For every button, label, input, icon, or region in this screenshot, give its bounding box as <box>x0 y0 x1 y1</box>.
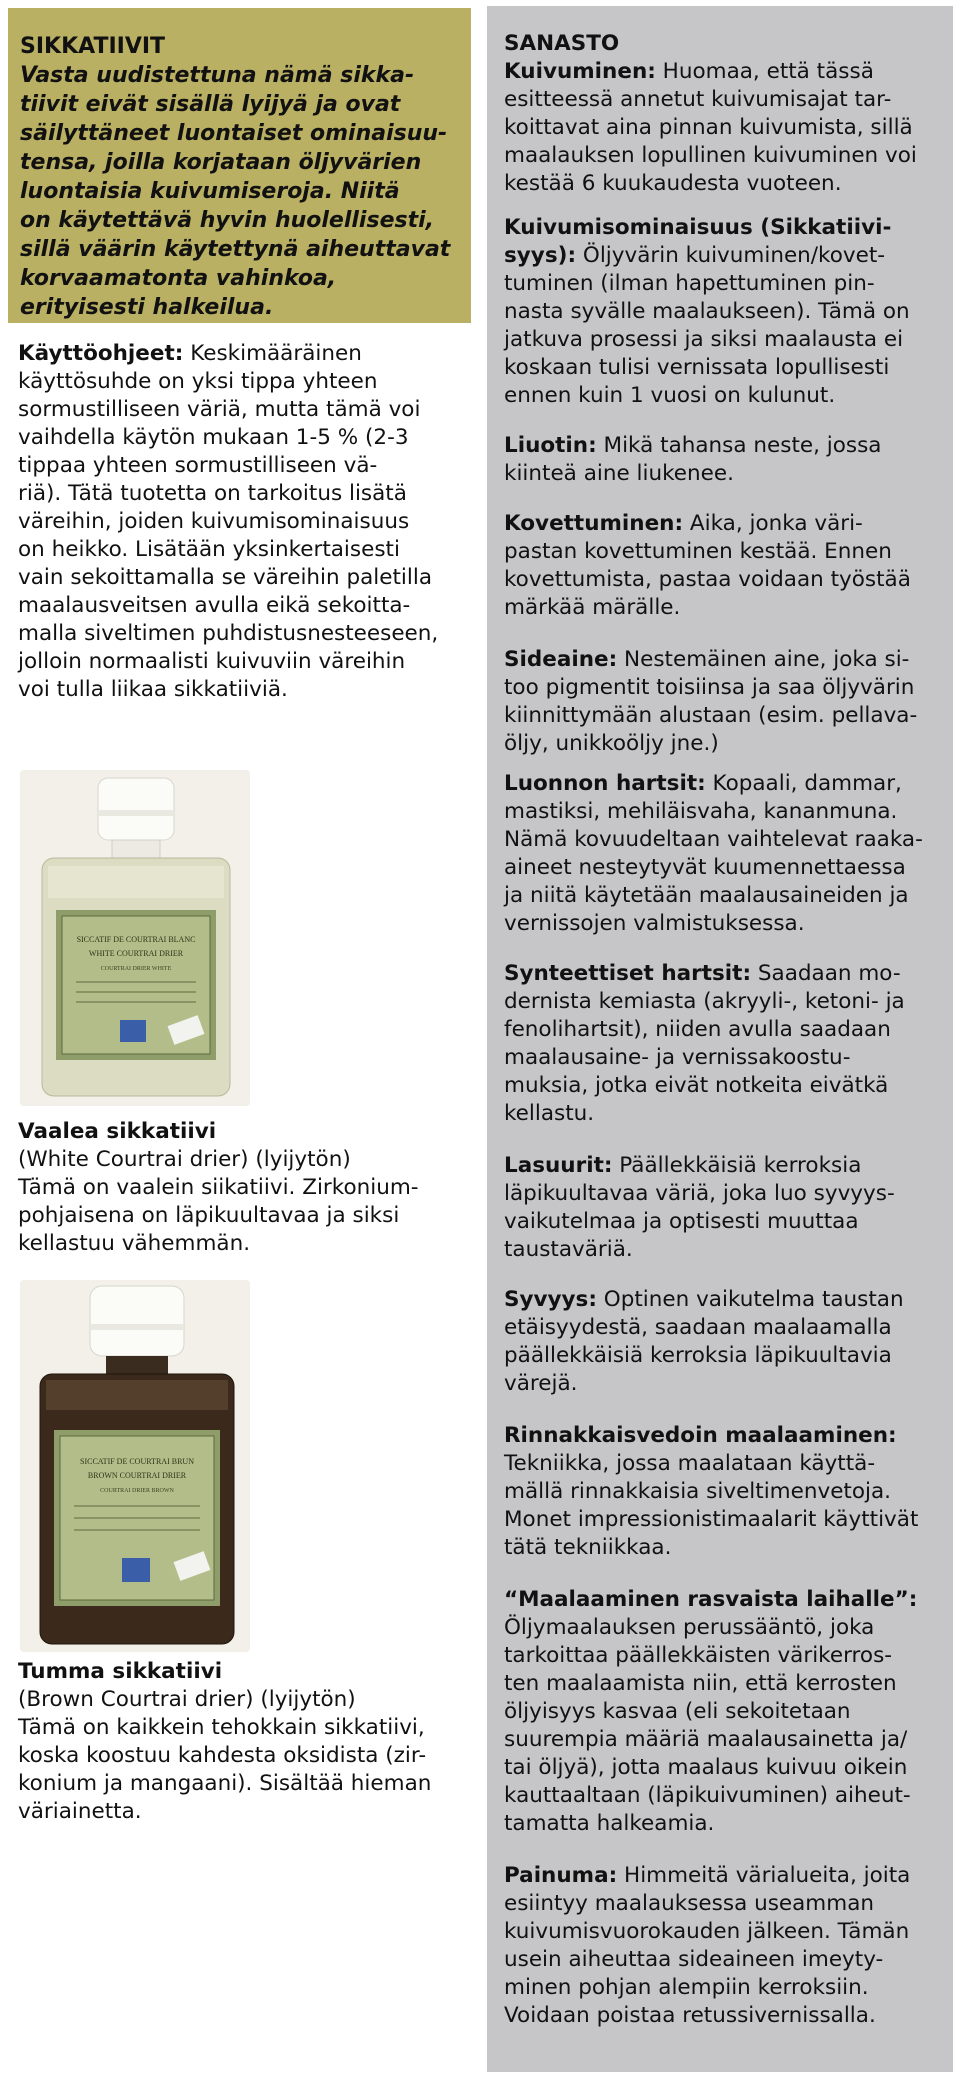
glossary-entry <box>504 1422 943 1562</box>
glossary-definition-line: tätä tekniikkaa. <box>504 1535 672 1560</box>
glossary-entry <box>504 646 943 758</box>
brown-drier-caption <box>18 1658 468 1826</box>
brown-drier-bottle-image <box>20 1280 250 1652</box>
glossary-entry-first-line <box>504 646 943 674</box>
brown-drier-line: väriainetta. <box>18 1799 142 1824</box>
glossary-term: Luonnon hartsit: <box>504 771 706 796</box>
usage-line: on heikko. Lisätään yksinkertaisesti <box>18 537 400 562</box>
usage-line: käyttösuhde on yksi tippa yhteen <box>18 369 378 394</box>
glossary-entry <box>504 58 943 198</box>
glossary-definition-line: tuminen (ilman hapettuminen pin- <box>504 271 875 296</box>
usage-line: malla siveltimen puhdistusnesteeseen, <box>18 621 439 646</box>
brown-drier-line: koska koostuu kahdesta oksidista (zir- <box>18 1743 427 1768</box>
glossary-term: Liuotin: <box>504 433 597 458</box>
glossary-definition-line: värejä. <box>504 1371 578 1396</box>
glossary-definition-line: nasta syvälle maalaukseen). Tämä on <box>504 299 910 324</box>
warning-line: Vasta uudistettuna nämä sikka- <box>20 63 415 88</box>
warning-line: on käytettävä hyvin huolellisesti, <box>20 208 434 233</box>
glossary-entry <box>504 510 943 622</box>
glossary-definition-start: Öljyvärin kuivuminen/kovet- <box>576 243 886 268</box>
glossary-definition-line: ennen kuin 1 vuosi on kulunut. <box>504 383 836 408</box>
glossary-entry-first-line <box>504 510 943 538</box>
glossary-definition-line: öljy, unikkoöljy jne.) <box>504 731 719 756</box>
usage-line: maalausveitsen avulla eikä sekoitta- <box>18 593 411 618</box>
glossary-definition-line: fenolihartsit), niiden avulla saadaan <box>504 1017 891 1042</box>
glossary-definition-line: öljyisyys kasvaa (eli sekoitetaan <box>504 1699 851 1724</box>
glossary-definition-line: kauttaaltaan (läpikuivuminen) aiheut- <box>504 1783 911 1808</box>
glossary-definition-line: Voidaan poistaa retussivernissalla. <box>504 2003 876 2028</box>
usage-section <box>18 340 468 704</box>
usage-line: tippaa yhteen sormustilliseen vä- <box>18 453 378 478</box>
glossary-term: Rinnakkaisvedoin maalaaminen: <box>504 1423 897 1448</box>
glossary-entry-first-line <box>504 1286 943 1314</box>
glossary-definition-line: kiinteä aine liukenee. <box>504 461 734 486</box>
glossary-term: Synteettiset hartsit: <box>504 961 752 986</box>
brown-label-line: COURTRAI DRIER BROWN <box>100 1488 174 1494</box>
usage-line: vain sekoittamalla se väreihin paletilla <box>18 565 433 590</box>
glossary-term: Sideaine: <box>504 647 618 672</box>
glossary-definition-line: tarkoittaa päällekkäisten värikerros- <box>504 1643 893 1668</box>
usage-line: väreihin, joiden kuivumisominaisuus <box>18 509 410 534</box>
usage-line: voi tulla liikaa sikkatiiviä. <box>18 677 288 702</box>
glossary-definition-line: Tekniikka, jossa maalataan käyttä- <box>504 1451 876 1476</box>
glossary-definition-line: Nämä kovuudeltaan vaihtelevat raaka- <box>504 827 923 852</box>
white-label-line: COURTRAI DRIER WHITE <box>100 966 172 972</box>
glossary-panel <box>487 6 953 2072</box>
glossary-entry-first-line <box>504 1586 943 1614</box>
glossary-term: “Maalaaminen rasvaista laihalle”: <box>504 1587 918 1612</box>
glossary-definition-start: Optinen vaikutelma taustan <box>596 1287 904 1312</box>
white-label-line: WHITE COURTRAI DRIER <box>88 949 184 958</box>
glossary-definition-start: Himmeitä värialueita, joita <box>617 1863 911 1888</box>
glossary-entry <box>504 1152 943 1264</box>
usage-line: jolloin normaalisti kuivuviin väreihin <box>18 649 406 674</box>
glossary-entries <box>504 58 943 2030</box>
glossary-definition-line: Monet impressionistimaalarit käyttivät <box>504 1507 919 1532</box>
usage-line: vaihdella käytön mukaan 1-5 % (2-3 <box>18 425 409 450</box>
brown-drier-title: Tumma sikkatiivi <box>18 1659 223 1684</box>
warning-line: korvaamatonta vahinkoa, <box>20 266 337 291</box>
brown-drier-line: konium ja mangaani). Sisältää hieman <box>18 1771 432 1796</box>
white-drier-bottle-image <box>20 770 250 1106</box>
glossary-definition-line: esiintyy maalauksessa useamman <box>504 1891 874 1916</box>
glossary-definition-line: kovettumista, pastaa voidaan työstää <box>504 567 911 592</box>
glossary-definition-line: maalausaine- ja vernissakoostu- <box>504 1045 851 1070</box>
white-label-line: SICCATIF DE COURTRAI BLANC <box>76 935 196 944</box>
usage-line: sormustilliseen väriä, mutta tämä voi <box>18 397 421 422</box>
glossary-entry <box>504 960 943 1128</box>
glossary-entry-first-line <box>504 432 943 460</box>
glossary-definition-start: Saadaan mo- <box>751 961 901 986</box>
glossary-term: Kuivuminen: <box>504 59 656 84</box>
glossary-definition-line: kestää 6 kuukaudesta vuoteen. <box>504 171 842 196</box>
usage-line: riä). Tätä tuotetta on tarkoitus lisätä <box>18 481 407 506</box>
glossary-entry-second-line <box>504 242 943 270</box>
usage-first-line <box>18 340 468 368</box>
glossary-entry-first-line <box>504 214 943 242</box>
white-drier-line: Tämä on vaalein siikatiivi. Zirkonium- <box>18 1175 419 1200</box>
glossary-definition-line: too pigmentit toisiinsa ja saa öljyvärin <box>504 675 915 700</box>
glossary-definition-line: märkää märälle. <box>504 595 681 620</box>
white-drier-line: pohjaisena on läpikuultavaa ja siksi <box>18 1203 400 1228</box>
glossary-definition-line: mastiksi, mehiläisvaha, kananmuna. <box>504 799 898 824</box>
glossary-entry-first-line <box>504 770 943 798</box>
glossary-definition-line: ten maalaamista niin, että kerrosten <box>504 1671 897 1696</box>
glossary-definition-line: ja niitä käytetään maalausaineiden ja <box>504 883 909 908</box>
glossary-definition-line: taustaväriä. <box>504 1237 633 1262</box>
glossary-definition-start: Mikä tahansa neste, jossa <box>596 433 882 458</box>
glossary-entry-first-line <box>504 58 943 86</box>
warning-line: tensa, joilla korjataan öljyvärien <box>20 150 422 175</box>
glossary-entry-first-line <box>504 1152 943 1180</box>
glossary-term: Syvyys: <box>504 1287 597 1312</box>
glossary-entry <box>504 1586 943 1838</box>
glossary-definition-line: maalauksen lopullinen kuivuminen voi <box>504 143 917 168</box>
glossary-entry <box>504 432 943 488</box>
glossary-definition-line: kiinnittymään alustaan (esim. pellava- <box>504 703 918 728</box>
glossary-title: SANASTO <box>504 31 620 56</box>
glossary-entry <box>504 1862 943 2030</box>
warning-box <box>8 8 471 323</box>
glossary-term: Lasuurit: <box>504 1153 613 1178</box>
white-drier-title: Vaalea sikkatiivi <box>18 1119 217 1144</box>
brown-label-line: BROWN COURTRAI DRIER <box>87 1471 187 1480</box>
glossary-definition-line: kuivumisvuorokauden jälkeen. Tämän <box>504 1919 910 1944</box>
glossary-definition-line: Öljymaalauksen perussääntö, joka <box>504 1615 875 1640</box>
glossary-definition-line: dernista kemiasta (akryyli-, ketoni- ja <box>504 989 905 1014</box>
glossary-definition-line: koskaan tulisi vernissata lopullisesti <box>504 355 890 380</box>
usage-term: Käyttöohjeet: <box>18 341 184 366</box>
white-drier-bottle-illustration <box>20 770 250 1106</box>
glossary-definition-start: Aika, jonka väri- <box>683 511 863 536</box>
glossary-definition-line: mällä rinnakkaisia siveltimenvetoja. <box>504 1479 891 1504</box>
glossary-definition-line: aineet nesteytyvät kuumennettaessa <box>504 855 906 880</box>
glossary-definition-line: suurempia määriä maalausainetta ja/ <box>504 1727 908 1752</box>
glossary-entry-first-line <box>504 1422 943 1450</box>
white-drier-caption <box>18 1118 468 1258</box>
glossary-entry <box>504 770 943 938</box>
glossary-term: Painuma: <box>504 1863 618 1888</box>
glossary-definition-line: minen pohjan alempiin kerroksiin. <box>504 1975 869 2000</box>
brown-drier-bottle-illustration <box>20 1280 250 1652</box>
brown-label-line: SICCATIF DE COURTRAI BRUN <box>80 1457 194 1466</box>
glossary-definition-line: esitteessä annetut kuivumisajat tar- <box>504 87 892 112</box>
glossary-definition-line: vernissojen valmistuksessa. <box>504 911 805 936</box>
warning-line: säilyttäneet luontaiset ominaisuu- <box>20 121 448 146</box>
glossary-definition-line: pastan kovettuminen kestää. Ennen <box>504 539 892 564</box>
glossary-definition-start: Huomaa, että tässä <box>655 59 874 84</box>
warning-title: SIKKATIIVIT <box>20 34 166 59</box>
glossary-definition-line: vaikutelmaa ja optisesti muuttaa <box>504 1209 859 1234</box>
glossary-definition-line: päällekkäisiä kerroksia läpikuultavia <box>504 1343 892 1368</box>
glossary-definition-line: tai öljyä), jotta maalaus kuivuu oikein <box>504 1755 908 1780</box>
warning-text <box>20 61 459 322</box>
glossary-entry-first-line <box>504 1862 943 1890</box>
warning-line: luontaisia kuivumiseroja. Niitä <box>20 179 400 204</box>
glossary-definition-line: tamatta halkeamia. <box>504 1811 715 1836</box>
glossary-entry <box>504 1286 943 1398</box>
glossary-definition-line: etäisyydestä, saadaan maalaamalla <box>504 1315 892 1340</box>
glossary-definition-line: koittavat aina pinnan kuivumista, sillä <box>504 115 913 140</box>
glossary-definition-start: Kopaali, dammar, <box>705 771 902 796</box>
warning-line: sillä väärin käytettynä aiheuttavat <box>20 237 451 262</box>
brown-drier-line: (Brown Courtrai drier) (lyijytön) <box>18 1687 356 1712</box>
usage-first-text: Keskimääräinen <box>190 341 362 366</box>
white-drier-line: (White Courtrai drier) (lyijytön) <box>18 1147 351 1172</box>
glossary-definition-line: kellastu. <box>504 1101 595 1126</box>
warning-line: erityisesti halkeilua. <box>20 295 274 320</box>
glossary-definition-line: muksia, jotka eivät notkeita eivätkä <box>504 1073 889 1098</box>
glossary-term: Kovettuminen: <box>504 511 684 536</box>
white-drier-line: kellastuu vähemmän. <box>18 1231 251 1256</box>
glossary-definition-start: Päällekkäisiä kerroksia <box>612 1153 862 1178</box>
glossary-term-continued: syys): <box>504 243 577 268</box>
glossary-term: Kuivumisominaisuus (Sikkatiivi- <box>504 215 892 240</box>
glossary-definition-line: usein aiheuttaa sideaineen imeyty- <box>504 1947 884 1972</box>
glossary-definition-start: Nestemäinen aine, joka si- <box>617 647 910 672</box>
glossary-definition-line: jatkuva prosessi ja siksi maalausta ei <box>504 327 904 352</box>
brown-drier-line: Tämä on kaikkein tehokkain sikkatiivi, <box>18 1715 425 1740</box>
warning-line: tiivit eivät sisällä lyijyä ja ovat <box>20 92 401 117</box>
glossary-definition-line: läpikuultavaa väriä, joka luo syvyys- <box>504 1181 895 1206</box>
glossary-entry-first-line <box>504 960 943 988</box>
glossary-entry <box>504 214 943 410</box>
